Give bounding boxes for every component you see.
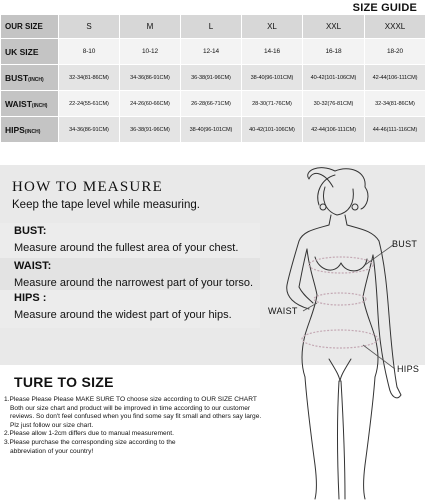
table-cell: 30-32(76-81CM): [303, 91, 365, 117]
sizing-notes: [4, 396, 334, 456]
table-cell: 12-14: [181, 39, 242, 65]
size-column-xxl: XXL: [303, 15, 365, 39]
table-cell: 40-42(101-106CM): [303, 65, 365, 91]
corner-label: OUR SIZE: [1, 15, 59, 39]
note-line: 3.Please purchase the corresponding size according to the: [4, 438, 176, 446]
table-cell: 44-46(111-116CM): [365, 117, 425, 143]
measure-text: Measure around the widest part of your hips.: [14, 309, 232, 321]
row-label-uk-size: UK SIZE: [1, 39, 59, 65]
size-guide-title: SIZE GUIDE: [352, 2, 417, 14]
measure-item-hips: [0, 290, 260, 328]
table-cell: 8-10: [59, 39, 120, 65]
size-column-l: L: [181, 15, 242, 39]
figure-face: [324, 187, 354, 215]
figure-right-arm: [379, 241, 397, 387]
figure-label-hips: HIPS: [397, 364, 420, 374]
table-cell: 38-40(96-101CM): [181, 117, 242, 143]
hips-measure-line: [302, 330, 378, 348]
size-table-header-row: [1, 15, 425, 39]
row-unit: (INCH): [24, 128, 41, 135]
row-label-waist: [1, 91, 59, 117]
note-line: 1.Please Please Please MAKE SURE TO choose size according to OUR SIZE CHART: [4, 396, 257, 403]
figure-label-waist: WAIST: [268, 306, 298, 316]
row-label-hips: [1, 117, 59, 143]
row-label-bust: [1, 65, 59, 91]
note-line: Both our size chart and product will be improved in time according to our customer: [10, 404, 251, 412]
how-to-measure-title: HOW TO MEASURE: [12, 179, 163, 195]
table-row-hips: [1, 117, 425, 143]
table-cell: 16-18: [303, 39, 365, 65]
table-cell: 32-34(81-86CM): [59, 65, 120, 91]
waist-measure-line: [314, 293, 366, 305]
figure-left-arm: [287, 241, 309, 309]
table-cell: 14-16: [242, 39, 303, 65]
figure-torso: [302, 249, 317, 377]
note-line: 2.Please allow 1-2cm differs due to manual measurement.: [4, 430, 174, 438]
measure-item-bust: [0, 223, 260, 261]
table-cell: 38-40(96-101CM): [242, 65, 303, 91]
size-column-m: M: [120, 15, 181, 39]
table-cell: 42-44(106-111CM): [303, 117, 365, 143]
true-to-size-section: [0, 372, 425, 500]
table-cell: 42-44(106-111CM): [365, 65, 425, 91]
row-label-text: WAIST: [5, 98, 32, 109]
measure-heading: HIPS :: [14, 292, 47, 304]
size-column-xxxl: XXXL: [365, 15, 425, 39]
table-cell: 34-36(86-91CM): [120, 65, 181, 91]
figure-hair: [308, 168, 368, 209]
row-unit: (INCH): [28, 76, 44, 83]
row-unit: (INCH): [31, 102, 48, 109]
size-chart-table: [0, 14, 425, 143]
table-cell: 40-42(101-106CM): [242, 117, 303, 143]
measure-text: Measure around the fullest area of your chest.: [14, 242, 239, 254]
size-column-xl: XL: [242, 15, 303, 39]
table-row-bust: [1, 65, 425, 91]
table-row-uk-size: [1, 39, 425, 65]
measure-tip: Keep the tape level while measuring.: [12, 199, 200, 211]
table-cell: 32-34(81-86CM): [365, 91, 425, 117]
measure-heading: BUST:: [14, 225, 47, 237]
table-cell: 22-24(55-61CM): [59, 91, 120, 117]
table-cell: 24-26(60-66CM): [120, 91, 181, 117]
row-label-text: HIPS: [5, 124, 25, 135]
table-cell: 10-12: [120, 39, 181, 65]
measure-heading: WAIST:: [14, 260, 52, 272]
size-column-s: S: [59, 15, 120, 39]
table-cell: 36-38(91-96CM): [181, 65, 242, 91]
row-label-text: BUST: [5, 72, 29, 83]
note-line: reviews. So don't feel confused when you find some say fit small and others say large.: [10, 413, 262, 421]
table-cell: 34-36(86-91CM): [59, 117, 120, 143]
note-line: abbreviation of your country!: [10, 447, 94, 455]
measure-text: Measure around the narrowest part of your torso.: [14, 277, 254, 289]
table-cell: 26-28(66-71CM): [181, 91, 242, 117]
table-cell: 18-20: [365, 39, 425, 65]
table-cell: 28-30(71-76CM): [242, 91, 303, 117]
note-line: Plz just follow our size chart.: [10, 421, 94, 429]
figure-label-bust: BUST: [392, 239, 418, 249]
table-cell: 36-38(91-96CM): [120, 117, 181, 143]
true-to-size-title: TURE TO SIZE: [14, 374, 114, 390]
table-row-waist: [1, 91, 425, 117]
